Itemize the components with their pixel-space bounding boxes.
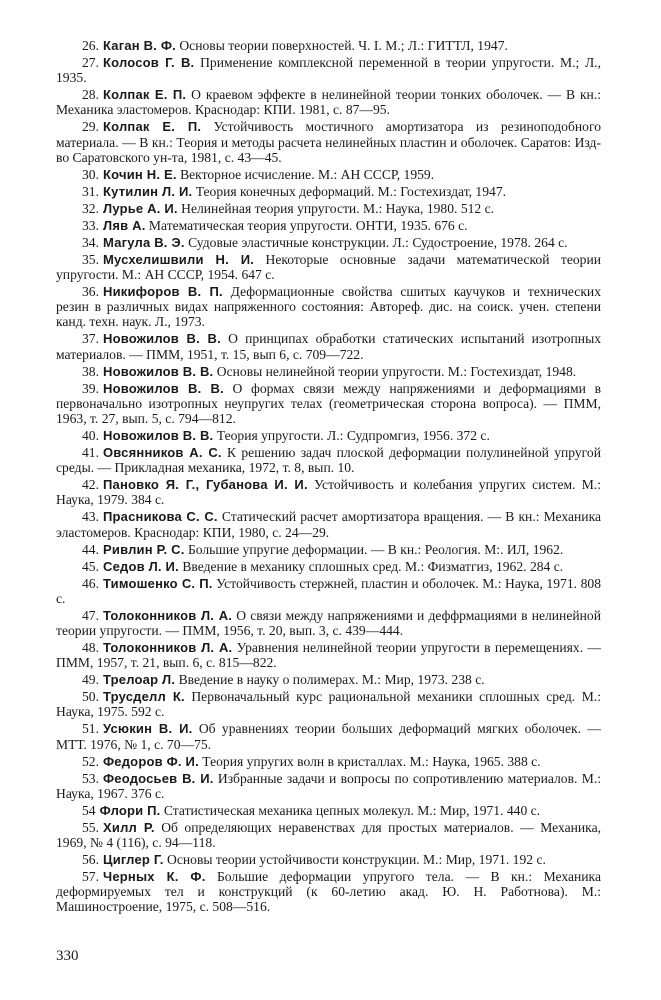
reference-author: Колпак Е. П. [103, 119, 202, 135]
reference-number: 39. [82, 380, 99, 396]
reference-item [56, 331, 601, 361]
reference-author: Кочин Н. Е. [103, 166, 177, 182]
reference-item [56, 689, 601, 719]
reference-number: 34. [82, 234, 99, 250]
reference-text: Большие деформации упругого тела. — В кн.: Механика деформируемых тел и конструкций (к 60-летию акад. Ю. Н. Работнова). М.: Машиностроение, 1975, с. 508—516. [56, 869, 601, 915]
reference-author: Флори П. [99, 802, 161, 818]
reference-text: К решению задач плоской деформации полулинейной упругой среды. — Прикладная механика, 1972, т. 8, вып. 10. [56, 445, 601, 476]
reference-item [56, 364, 601, 379]
reference-number: 27. [82, 55, 99, 70]
reference-number: 26. [82, 38, 99, 53]
reference-item [56, 869, 601, 915]
reference-text: Большие упругие деформации. — В кн.: Реология. М:. ИЛ, 1962. [187, 541, 564, 557]
reference-text: Об уравнениях теории больших деформаций мягких оболочек. — МТТ. 1976, № 1, с. 70—75. [56, 721, 601, 752]
reference-item [56, 167, 601, 182]
reference-number: 28. [82, 87, 99, 103]
reference-author: Колпак Е. П. [103, 87, 187, 103]
reference-item [56, 284, 601, 330]
reference-text: Основы теории устойчивости конструкции. М.: Мир, 1971. 192 с. [167, 852, 546, 868]
reference-author: Новожилов В. В. [103, 380, 224, 396]
reference-number: 45. [82, 558, 99, 574]
reference-item [56, 771, 601, 801]
reference-text: Деформационные свойства сшитых каучуков и технических резин в различных видах напряженного состояния: Автореф. дис. на соиск. учен. степени канд. техн. наук. Л., 1973. [56, 284, 601, 330]
reference-text: Первоначальный курс рациональной механики сплошных сред. М.: Наука, 1975. 592 с. [56, 689, 601, 720]
reference-text: Об определяющих неравенствах для простых материалов. — Механика, 1969, № 4 (116), с. 94—118. [56, 819, 602, 851]
reference-item [56, 803, 601, 818]
reference-number: 48. [82, 640, 99, 656]
reference-number: 31. [82, 183, 99, 199]
reference-text: Основы теории поверхностей. Ч. I. М.; Л.: ГИТТЛ, 1947. [179, 38, 508, 53]
reference-item [56, 559, 601, 574]
reference-author: Седов Л. И. [103, 558, 179, 574]
reference-number: 42. [82, 477, 99, 493]
reference-author: Циглер Г. [103, 852, 164, 868]
reference-number: 54 [82, 802, 96, 818]
reference-text: Статистическая механика цепных молекул. М.: Мир, 1971. 440 с. [163, 802, 541, 818]
reference-item [56, 576, 601, 606]
reference-item [56, 509, 601, 539]
reference-number: 46. [82, 575, 99, 591]
reference-text: Применение комплексной переменной в теории упругости. М.; Л., 1935. [56, 55, 601, 86]
reference-item [56, 820, 601, 850]
reference-text: О краевом эффекте в нелинейной теории тонких оболочек. — В кн.: Механика эластомеров. Краснодар: КПИ. 1981, с. 87—95. [56, 87, 601, 118]
reference-number: 38. [82, 363, 99, 379]
reference-author: Тимошенко С. П. [103, 575, 213, 591]
reference-item [56, 38, 601, 53]
reference-author: Федоров Ф. И. [103, 753, 199, 769]
reference-text: О принципах обработки статических испытаний изотропных материалов. — ПММ, 1951, т. 15, вып 6, с. 709—722. [56, 331, 602, 362]
reference-number: 51. [82, 721, 99, 737]
reference-item [56, 235, 601, 250]
reference-number: 35. [82, 251, 99, 267]
reference-author: Пановко Я. Г., Губанова И. И. [103, 477, 308, 493]
reference-text: О формах связи между напряжениями и деформациями в первоначально изотропных неупругих телах (геометрическая сторона вопроса). — ПММ, 1963, т. 27, вып. 5, с. 794—812. [56, 380, 601, 427]
reference-number: 37. [82, 331, 99, 347]
reference-item [56, 640, 601, 670]
reference-author: Черных К. Ф. [103, 869, 206, 885]
reference-number: 32. [82, 200, 99, 216]
reference-item [56, 252, 601, 282]
reference-author: Толоконников Л. А. [103, 640, 233, 656]
reference-text: Уравнения нелинейной теории упругости в перемещениях. — ПММ, 1957, т. 21, вып. 6, с. 815—822. [56, 640, 601, 671]
reference-author: Хилл Р. [103, 819, 155, 835]
reference-author: Лурье А. И. [103, 200, 178, 216]
reference-author: Толоконников Л. А. [103, 607, 233, 623]
reference-item [56, 672, 601, 687]
reference-number: 41. [82, 445, 99, 461]
reference-text: Устойчивость стержней, пластин и оболочек. М.: Наука, 1971. 808 с. [56, 575, 601, 606]
reference-author: Новожилов В. В. [103, 363, 214, 379]
reference-text: Математическая теория упругости. ОНТИ, 1935. 676 с. [148, 217, 468, 233]
reference-text: Некоторые основные задачи математической теории упругости. М.: АН СССР, 1954. 647 с. [56, 251, 602, 283]
reference-author: Магула В. Э. [103, 234, 185, 250]
reference-text: Статический расчет амортизатора вращения. — В кн.: Механика эластомеров. Краснодар: КПИ, 1980, с. 24—29. [56, 509, 602, 540]
reference-item [56, 55, 601, 85]
page-number: 330 [56, 948, 79, 964]
reference-number: 30. [82, 166, 99, 182]
reference-item [56, 184, 601, 199]
reference-text: Устойчивость и колебания упругих систем. М.: Наука, 1979. 384 с. [56, 477, 601, 508]
reference-author: Никифоров В. П. [103, 284, 223, 300]
reference-text: Векторное исчисление. М.: АН СССР, 1959. [180, 166, 435, 182]
reference-author: Трелоар Л. [103, 672, 176, 688]
reference-author: Прасникова С. С. [103, 509, 218, 525]
reference-number: 53. [82, 770, 99, 786]
reference-text: Введение в механику сплошных сред. М.: Физматгиз, 1962. 284 с. [182, 558, 564, 574]
reference-number: 33. [82, 217, 99, 233]
reference-number: 36. [82, 284, 99, 300]
reference-author: Трусделл К. [103, 689, 185, 705]
reference-item [56, 428, 601, 443]
reference-item [56, 218, 601, 233]
reference-item [56, 852, 601, 867]
reference-number: 57. [82, 869, 99, 885]
reference-author: Овсянников А. С. [103, 445, 222, 461]
reference-text: Теория упругости. Л.: Судпромгиз, 1956. 372 с. [216, 428, 490, 444]
reference-author: Мусхелишвили Н. И. [103, 251, 255, 267]
reference-number: 52. [82, 753, 99, 769]
reference-item [56, 721, 601, 751]
reference-text: Избранные задачи и вопросы по сопротивлению материалов. М.: Наука, 1967. 376 с. [56, 770, 601, 801]
reference-author: Феодосьев В. И. [103, 770, 214, 786]
reference-author: Кутилин Л. И. [103, 183, 193, 199]
reference-number: 50. [82, 689, 99, 705]
reference-number: 56. [82, 852, 99, 868]
reference-author: Новожилов В. В. [103, 428, 214, 444]
reference-item [56, 542, 601, 557]
reference-text: Нелинейная теория упругости. М.: Наука, 1980. 512 с. [181, 200, 495, 216]
reference-number: 55. [82, 819, 99, 835]
reference-list [56, 38, 601, 915]
reference-text: Устойчивость мостичного амортизатора из резиноподобного материала. — В кн.: Теория и методы расчета нелинейных пластин и оболочек. Саратов: Изд-во Саратовского ун-та, 1981, с. 43—45. [56, 119, 601, 165]
reference-author: Ляв А. [103, 217, 146, 233]
reference-text: Судовые эластичные конструкции. Л.: Судостроение, 1978. 264 с. [188, 234, 568, 250]
reference-author: Новожилов В. В. [103, 331, 221, 347]
reference-text: Теория конечных деформаций. М.: Гостехиздат, 1947. [195, 183, 507, 199]
reference-number: 40. [82, 428, 99, 444]
reference-text: О связи между напряжениями и деффрмациями в нелинейной теории упругости. — ПММ, 1956, т. 20, вып. 3, с. 439—444. [56, 607, 601, 639]
reference-author: Усюкин В. И. [103, 721, 193, 737]
reference-number: 49. [82, 672, 99, 688]
reference-item [56, 381, 601, 427]
reference-author: Каган В. Ф. [103, 38, 176, 53]
reference-number: 29. [82, 119, 99, 135]
reference-number: 43. [82, 509, 99, 525]
reference-item [56, 119, 601, 165]
reference-item [56, 445, 601, 475]
reference-number: 44. [82, 541, 99, 557]
reference-item [56, 754, 601, 769]
reference-number: 47. [82, 607, 99, 623]
reference-item [56, 201, 601, 216]
reference-text: Введение в науку о полимерах. М.: Мир, 1973. 238 с. [178, 672, 485, 688]
reference-author: Ривлин Р. С. [103, 541, 185, 557]
reference-author: Колосов Г. В. [103, 55, 195, 70]
reference-item [56, 608, 601, 638]
reference-item [56, 87, 601, 117]
reference-text: Теория упругих волн в кристаллах. М.: Наука, 1965. 388 с. [202, 753, 541, 769]
reference-item [56, 477, 601, 507]
bibliography-page [56, 38, 601, 916]
reference-text: Основы нелинейной теории упругости. М.: Гостехиздат, 1948. [216, 363, 577, 379]
